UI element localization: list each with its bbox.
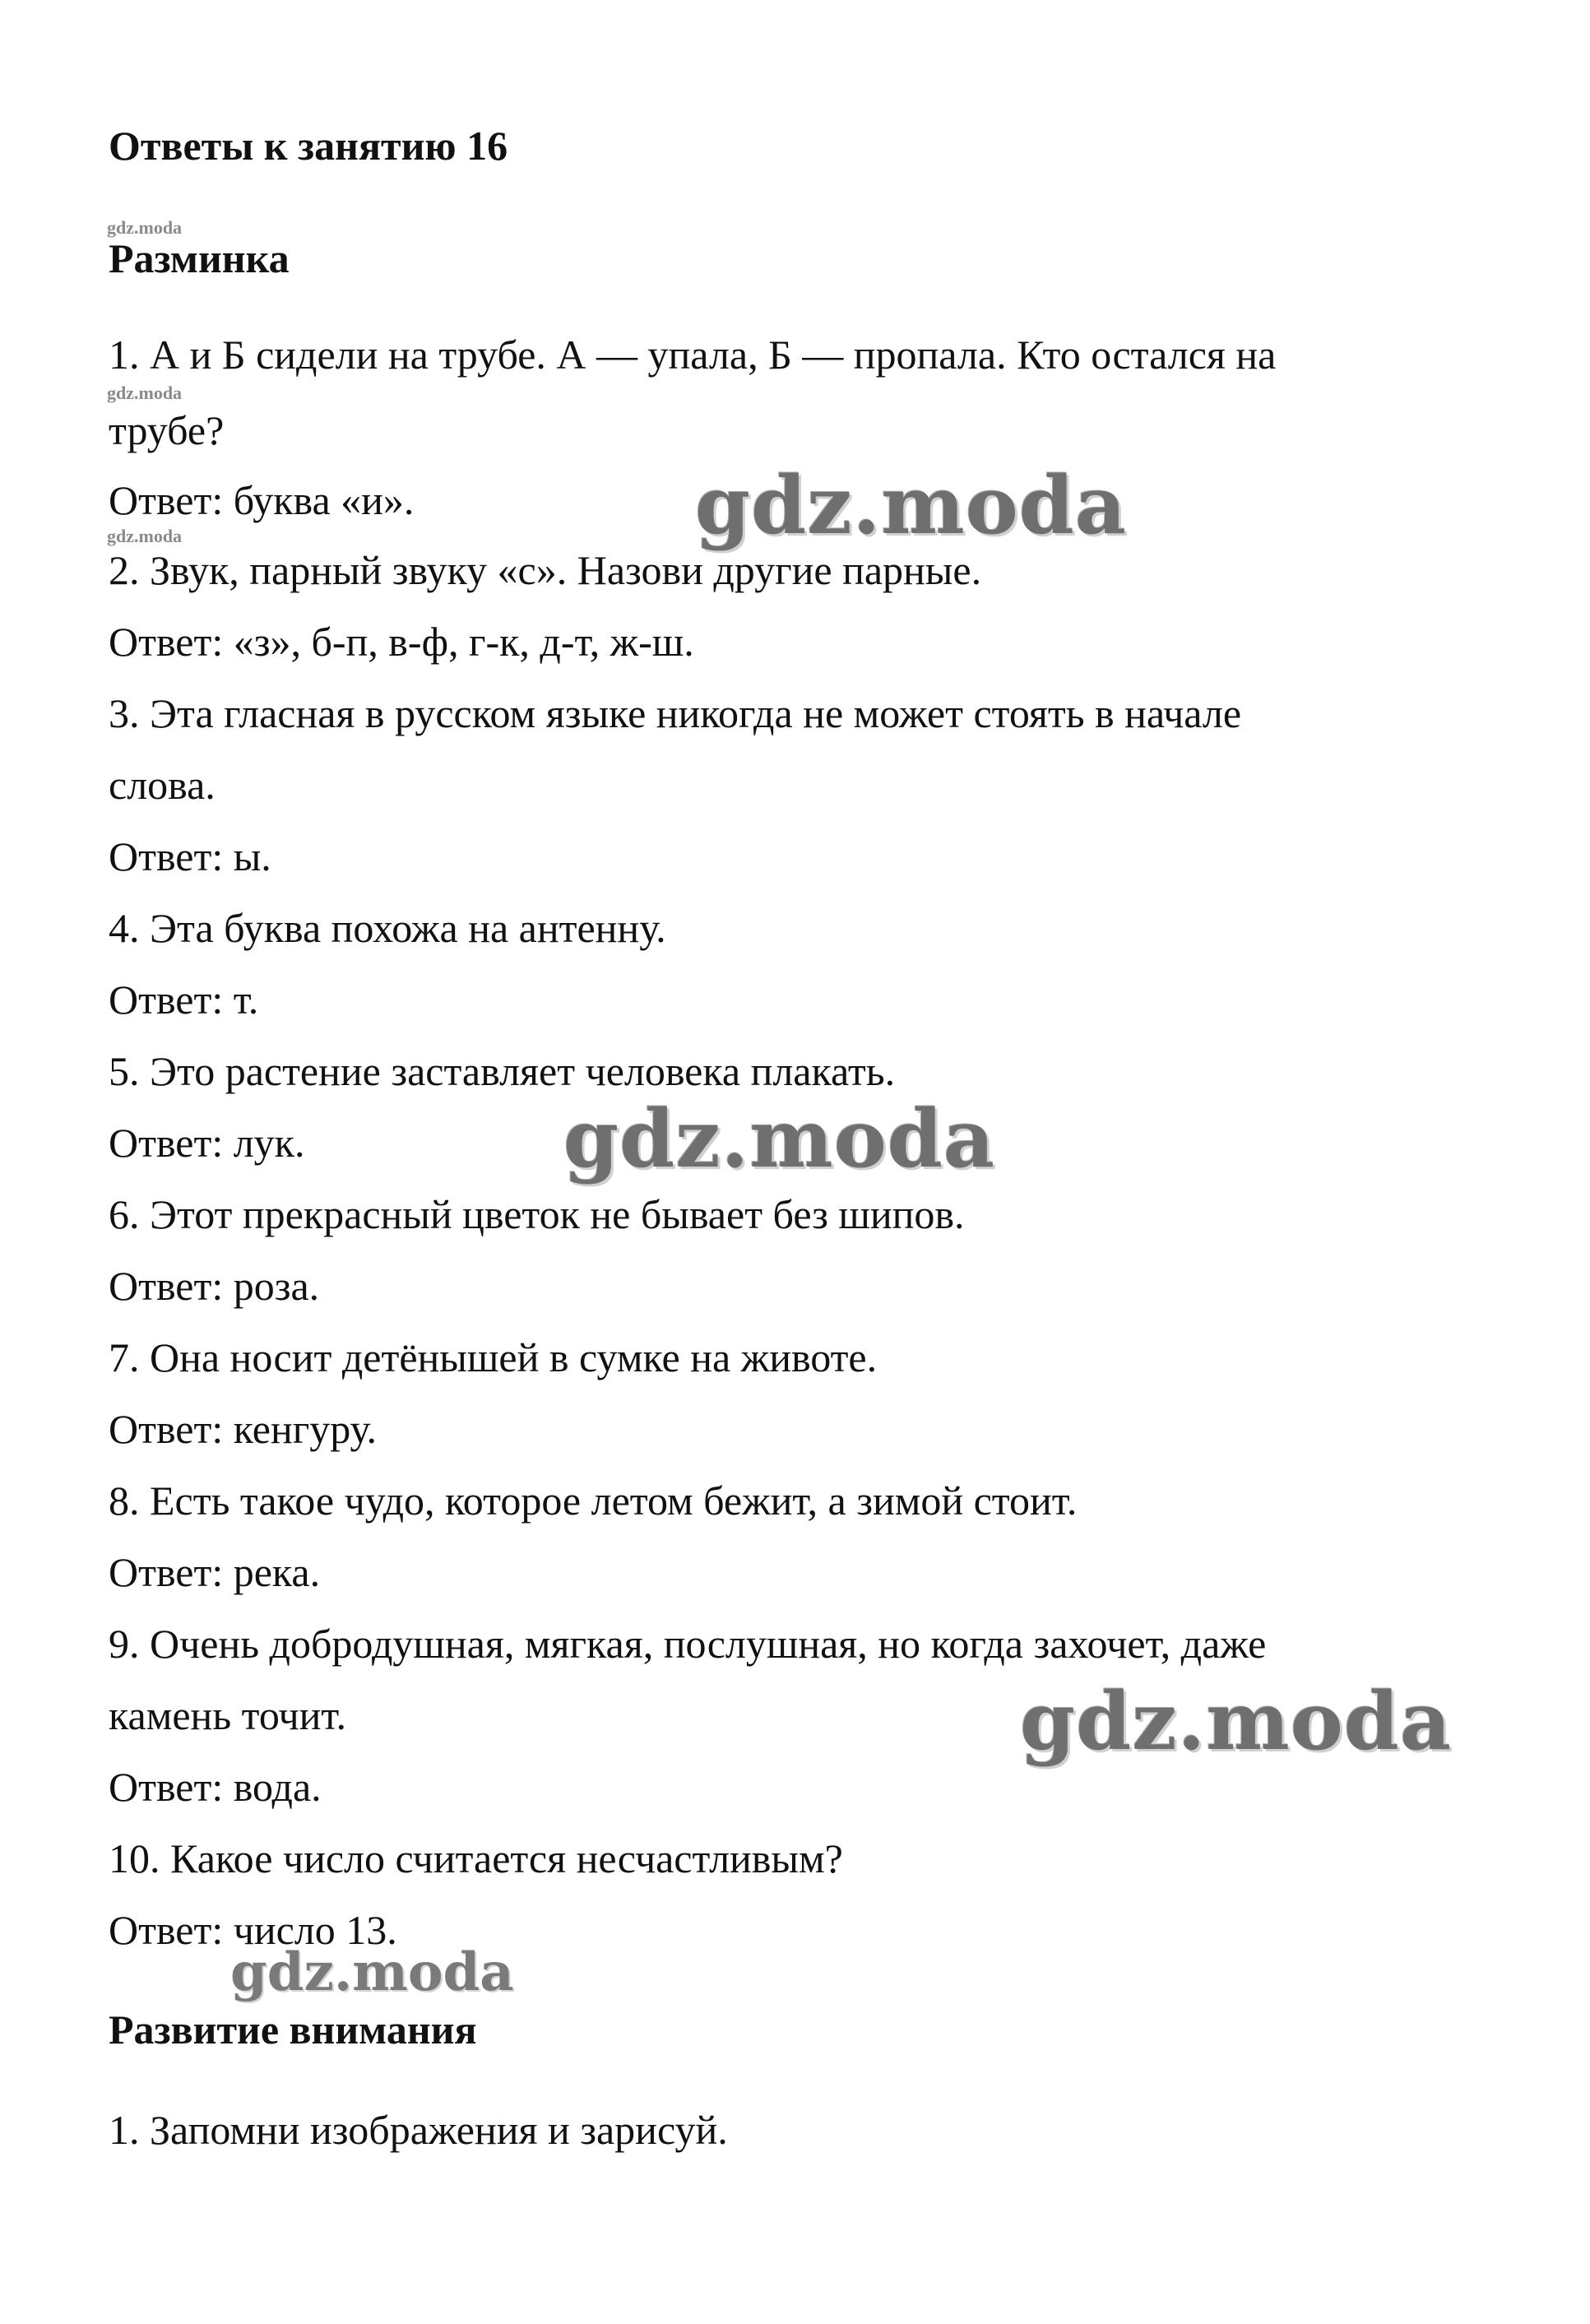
text-line: 1. Запомни изображения и зарисуй.	[109, 2107, 728, 2153]
watermark-large: gdz.moda	[695, 459, 1128, 552]
text-line: Ответ: река.	[109, 1549, 321, 1595]
watermark-large: gdz.moda	[1020, 1675, 1453, 1768]
text-line: Ответ: роза.	[109, 1263, 320, 1309]
text-line: 6. Этот прекрасный цветок не бывает без шипов.	[109, 1191, 965, 1237]
watermark-medium: gdz.moda	[230, 1941, 514, 2003]
text-line: Ответ: т.	[109, 976, 259, 1023]
section-heading-attention: Развитие внимания	[109, 2006, 477, 2053]
text-line: Ответ: лук.	[109, 1120, 305, 1166]
watermark-large: gdz.moda	[563, 1092, 996, 1185]
text-line: 8. Есть такое чудо, которое летом бежит, а зимой стоит.	[109, 1477, 1078, 1524]
text-line: камень точит.	[109, 1692, 347, 1738]
section-heading-warmup: Разминка	[109, 235, 290, 281]
text-line: 2. Звук, парный звуку «с». Назови другие парные.	[109, 547, 982, 593]
text-line: Ответ: вода.	[109, 1764, 322, 1810]
watermark-small: gdz.moda	[107, 383, 183, 403]
text-line: 9. Очень добродушная, мягкая, послушная, но когда захочет, даже	[109, 1621, 1267, 1667]
text-line: 7. Она носит детёнышей в сумке на животе.	[109, 1334, 878, 1380]
text-line: Ответ: число 13.	[109, 1907, 397, 1953]
text-line: Ответ: ы.	[109, 833, 271, 879]
text-line: 1. А и Б сидели на трубе. А — упала, Б — пропала. Кто остался на	[109, 332, 1277, 378]
text-line: 10. Какое число считается несчастливым?	[109, 1835, 843, 1881]
text-line: 4. Эта буква похожа на антенну.	[109, 905, 666, 951]
watermark-small: gdz.moda	[107, 526, 183, 546]
page-title: Ответы к занятию 16	[109, 123, 508, 169]
text-line: Ответ: «з», б-п, в-ф, г-к, д-т, ж-ш.	[109, 619, 694, 665]
text-line: 3. Эта гласная в русском языке никогда не может стоять в начале	[109, 690, 1242, 736]
text-line: 5. Это растение заставляет человека плакать.	[109, 1048, 896, 1094]
text-line: слова.	[109, 762, 216, 808]
text-line: Ответ: буква «и».	[109, 477, 415, 523]
text-line: Ответ: кенгуру.	[109, 1406, 378, 1452]
watermark-small: gdz.moda	[107, 217, 183, 238]
text-line: трубе?	[109, 407, 225, 453]
